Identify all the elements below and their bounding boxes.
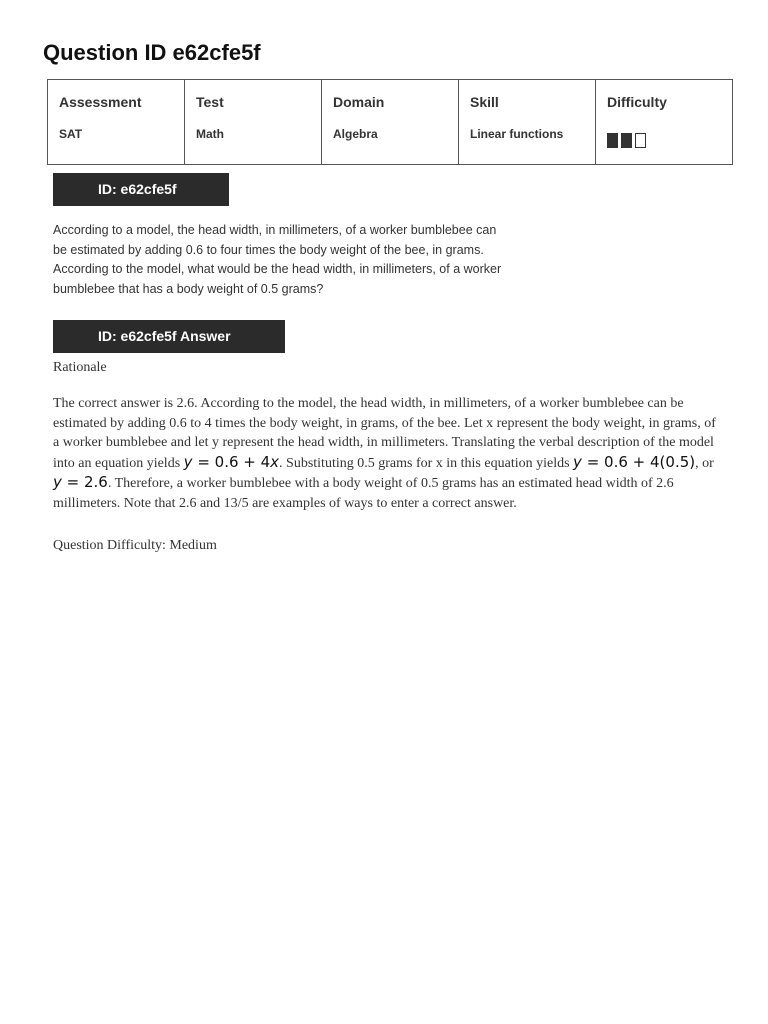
meta-value-skill: Linear functions (470, 127, 564, 141)
meta-cell-domain (322, 80, 459, 165)
meta-value-test: Math (196, 127, 224, 141)
answer-id-banner: ID: e62cfe5f Answer (53, 320, 285, 353)
equation-model: y = 0.6 + 4x (183, 452, 280, 471)
difficulty-indicator (607, 133, 721, 148)
answer-text-part2: . Substituting 0.5 grams for x in this equation yields (279, 455, 570, 471)
answer-explanation (53, 394, 718, 513)
meta-header-domain: Domain (333, 94, 385, 110)
equation-substituted: y = 0.6 + 4(0.5) (573, 452, 696, 471)
question-id-banner: ID: e62cfe5f (53, 173, 229, 206)
meta-cell-difficulty (596, 80, 733, 165)
meta-value-assessment: SAT (59, 127, 83, 141)
meta-header-test: Test (196, 94, 224, 110)
difficulty-bar-filled (621, 133, 632, 148)
answer-text-part1: The correct answer is 2.6. According to the model, the head width, in millimeters, of a worker bumblebee can be estimated by adding 0.6 to 4 times the body weight, in grams, of the bee. Let x represent the body weight, in grams, of a worker bumblebee and let y represent the head width, in millimeters. Translating the verbal description of the model into an equation yields (53, 396, 716, 471)
equation-result: y = 2.6 (53, 473, 108, 491)
meta-cell-test (185, 80, 322, 165)
question-meta-table (47, 79, 733, 165)
rationale-label: Rationale (53, 360, 107, 375)
meta-value-domain: Algebra (333, 127, 378, 141)
question-text: According to a model, the head width, in millimeters, of a worker bumblebee can be estimated by adding 0.6 to four times the body weight of the bee, in grams. According to the model, what would be the head width, in millimeters, of a worker bumblebee that has a body weight of 0.5 grams? (53, 223, 502, 296)
answer-text-part3: , or (695, 455, 714, 471)
meta-header-assessment: Assessment (59, 94, 142, 110)
answer-text-part4: . Therefore, a worker bumblebee with a body weight of 0.5 grams has an estimated head width of 2.6 millimeters. Note that 2.6 and 13/5 are examples of ways to enter a correct answer. (53, 476, 674, 511)
page-title: Question ID e62cfe5f (43, 40, 261, 65)
meta-header-skill: Skill (470, 94, 499, 110)
difficulty-bar-empty (635, 133, 646, 148)
difficulty-note: Question Difficulty: Medium (53, 538, 217, 553)
difficulty-bar-filled (607, 133, 618, 148)
meta-header-difficulty: Difficulty (607, 94, 667, 110)
meta-cell-skill (459, 80, 596, 165)
meta-cell-assessment (48, 80, 185, 165)
